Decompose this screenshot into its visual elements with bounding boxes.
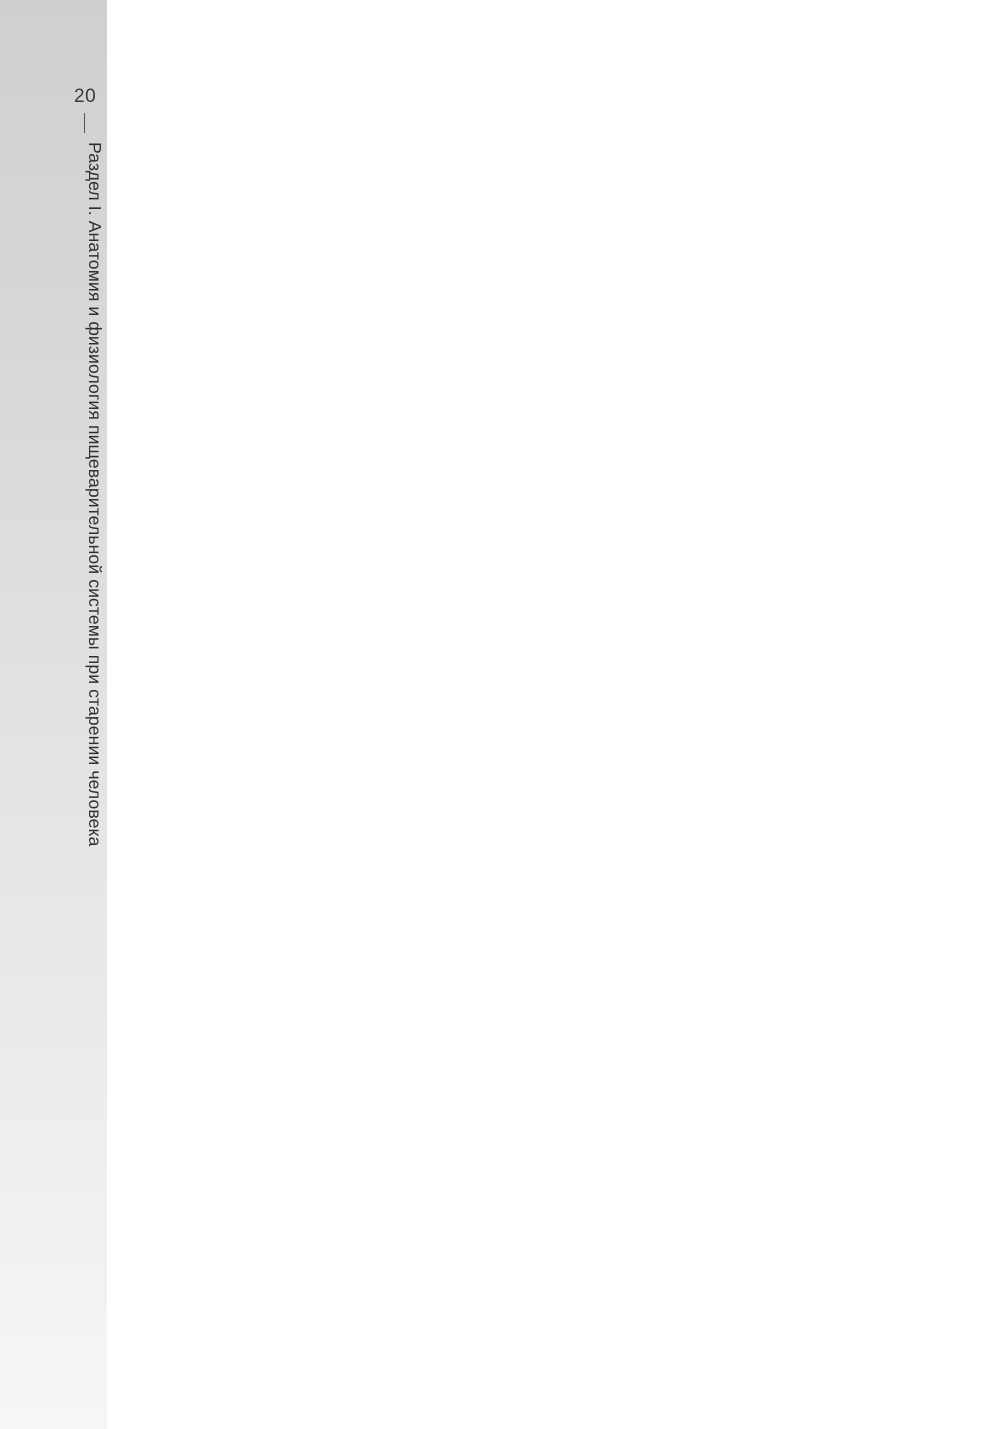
page-number: 20 bbox=[74, 86, 97, 107]
running-title: Раздел I. Анатомия и физиология пищеварительной системы при старении человека bbox=[85, 142, 105, 847]
separator-line bbox=[84, 113, 85, 133]
